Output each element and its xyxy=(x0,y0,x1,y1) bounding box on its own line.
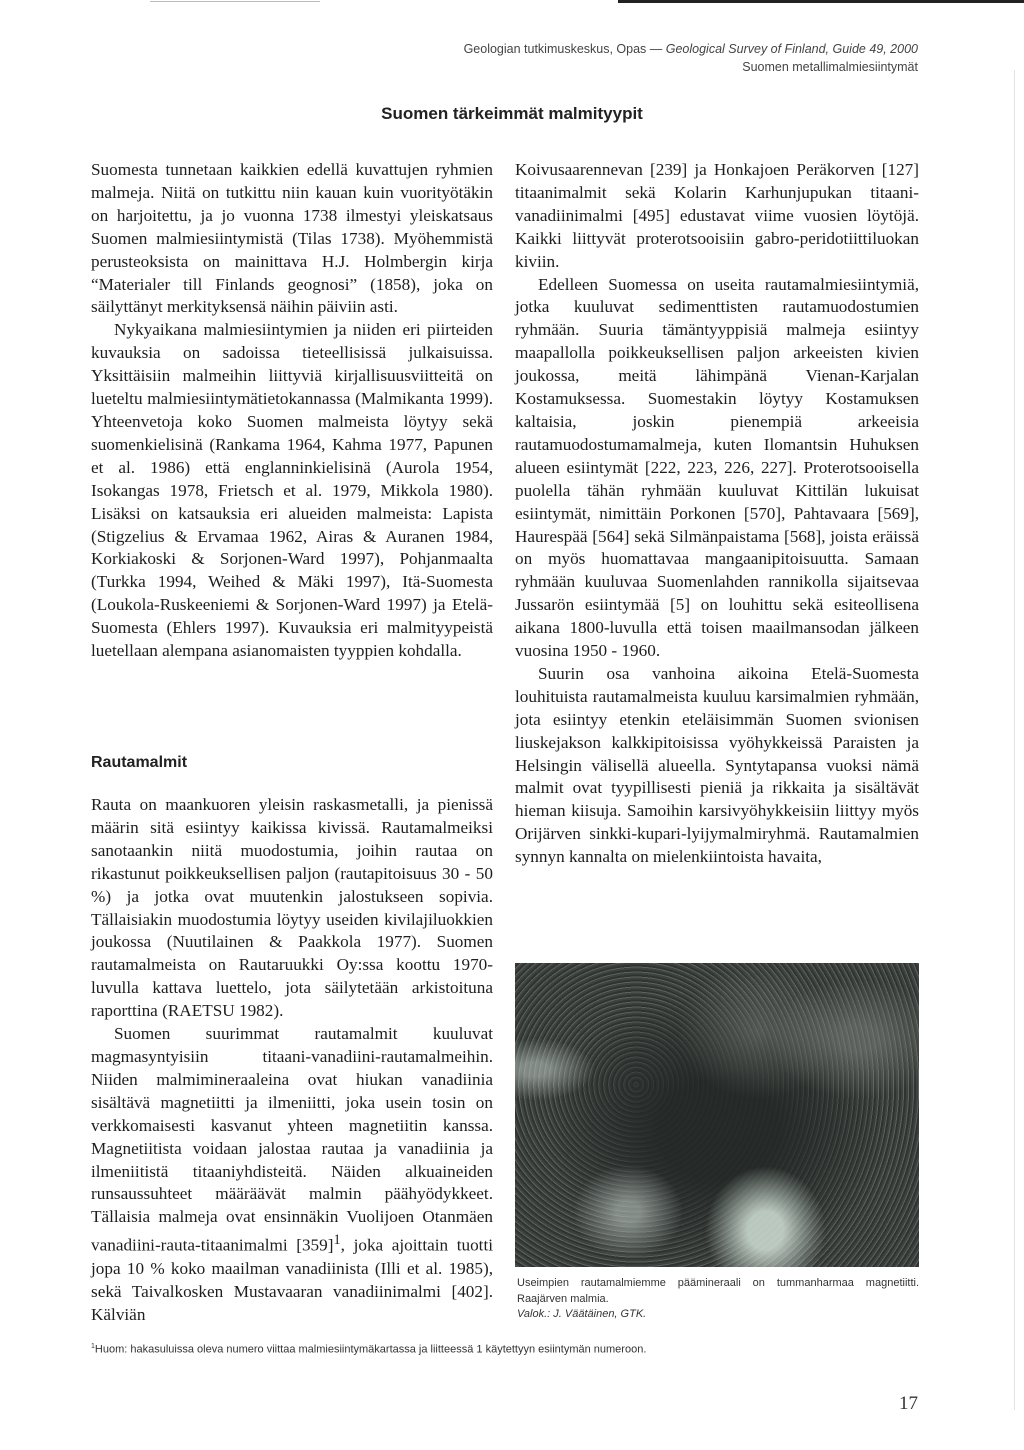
right-paragraph: Edelleen Suomessa on useita rautamalmiesiintymiä, jotka kuuluvat sedimenttisten rautamuodostumien ryhmään. Suuria tämäntyyppisiä malmeja esiintyy maapallolla poikkeuksellisen paljon arkeeisten kivien joukossa, meitä lähimpänä Vienan-Karjalan Kostamuksessa. Suomestakin löytyy Kostamuksen kaltaisia, joskin pienempiä arkeeisia rautamuodostumamalmeja, kuten Ilomantsin Huhuksen alueen esiintymät [222, 223, 226, 227]. Proterotsooisella puolella tähän ryhmään kuuluvat Kittilän lukuisat esiintymät, nimittäin Porkonen [570], Pahtavaara [569], Haurespää [564] sekä Silmänpaistama [568], joista eräissä on myös huomattavaa mangaanipitoisuutta. Samaan ryhmään kuuluvaa Suomenlahden rannikolla sijaitsevaa Jussarön esiintymää [5] on louhittu sekä esiteollisena aikana 1800-luvulla että toisen maailmansodan jälkeen vuosina 1950 - 1960. xyxy=(515,274,919,661)
top-rule-left xyxy=(150,1,320,2)
section-paragraph-end: , joka ajoittain tuotti jopa 10 % koko maailman vanadiinista (Illi et al. 1985), sekä Taivalkosken Mustavaaran vanadiinimalmi [402]. Kälviän xyxy=(91,1235,494,1324)
footnote xyxy=(91,1343,921,1356)
top-rule xyxy=(0,0,1024,3)
intro-paragraph: Suomesta tunnetaan kaikkien edellä kuvattujen ryhmien malmeja. Niitä on tutkittu niin kauan kuin vuorityötäkin on harjoitettu, ja jo vuonna 1738 ilmestyi yleiskatsaus Suomen malmiesiintymistä (Tilas 1738). Myöhemmistä perusteoksista on mainittava H.J. Holmbergin kirja “Materialer till Finlands geognosi” (1858), joka on säilyttänyt merkityksensä näihin päiviin asti. xyxy=(91,160,493,317)
left-column-intro xyxy=(91,159,493,663)
photo-caption xyxy=(517,1276,919,1323)
photo-credit: Valok.: J. Väätäinen, GTK. xyxy=(517,1308,647,1320)
page-number: 17 xyxy=(899,1393,918,1414)
left-column-section xyxy=(91,794,493,1327)
section-paragraph-start: Suomen suurimmat rautamalmit kuuluvat magmasyntyisiin titaani-vanadiini-rautamalmeihin. Niiden malmimineraaleina ovat hiukan vanadiinia sisältävä magnetiitti ja ilmeniitti, joka usein tosin on verkkomaisesti kasvanut yhteen magnetiitin kanssa. Magnetiitista voidaan jalostaa rautaa ja vanadiinia ja ilmeniitistä titaaniyhdisteitä. Näiden alkuaineiden runsaussuhteet määräävät malmin päähyödykkeet. Tällaisia malmeja ovat ensinnäkin Vuolijoen Otanmäen vanadiini-rauta-titaanimalmi [359] xyxy=(91,1024,493,1255)
header-series: Geological Survey of Finland, Guide 49, 2000 xyxy=(665,42,918,56)
header-publisher: Geologian tutkimuskeskus, Opas — xyxy=(463,42,666,56)
right-paragraph: Suurin osa vanhoina aikoina Etelä-Suomesta louhituista rautamalmeista kuuluu karsimalmien ryhmään, jota esiintyy etenkin eteläisimmän Suomen svionisen liuskejakson kalkkipitoisissa vyöhykkeissä Paraisten ja Helsingin välisellä alueella. Syntytapansa vuoksi nämä malmit ovat tyypillisesti pieniä ja rikkaita ja sisältävät hieman kiisuja. Samoihin karsivyöhykkeisiin liittyy myös Orijärven sinkki-kupari-lyijymalmiryhmä. Rautamalmien synnyn kannalta on mielenkiintoista havaita, xyxy=(515,663,919,867)
side-rule xyxy=(1014,70,1015,1410)
header-line-1 xyxy=(464,40,918,58)
section-heading: Rautamalmit xyxy=(91,754,188,771)
top-rule-right xyxy=(618,0,1024,3)
footnote-reference: 1 xyxy=(333,1232,341,1249)
section-paragraph xyxy=(91,1023,493,1327)
magnetite-photo xyxy=(515,963,919,1267)
running-header xyxy=(464,40,918,76)
section-paragraph: Rauta on maankuoren yleisin raskasmetalli, ja pienissä määrin sitä esiintyy kaikissa kivissä. Rautamalmeiksi sanotaankin niitä muodostumia, joihin rautaa on rikastunut poikkeuksellisen paljon (rautapitoisuus 30 - 50 %) ja jotka ovat muutenkin jalostukseen sopivia. Tällaisiakin muodostumia löytyy useiden kivilajiluokkien joukossa (Nuutilainen & Paakkola 1977). Suomen rautamalmeista on Rautaruukki Oy:ssa koottu 1970-luvulla kattava luettelo, jota säilytetään arkistoituna raporttina (RAETSU 1982). xyxy=(91,795,493,1021)
caption-text: Useimpien rautamalmiemme päämineraali on tummanharmaa magnetiitti. Raajärven malmia. xyxy=(517,1277,919,1305)
header-line-2: Suomen metallimalmiesiintymät xyxy=(742,60,918,74)
page-title: Suomen tärkeimmät malmityypit xyxy=(381,104,643,123)
intro-paragraph: Nykyaikana malmiesiintymien ja niiden eri piirteiden kuvauksia on sadoissa tieteellisissä julkaisuissa. Yksittäisiin malmeihin liittyviä kirjallisuusviitteitä on lueteltu malmiesiintymätietokannassa (Malmikanta 1999). Yhteenvetoja koko Suomen malmeista löytyy sekä suomenkielisinä (Rankama 1964, Kahma 1977, Papunen et al. 1986) että englanninkielisinä (Aurola 1954, Isokangas 1978, Frietsch et al. 1979, Mikkola 1980). Lisäksi on katsauksia eri alueiden malmeista: Lapista (Stigzelius & Ervamaa 1962, Airas & Auranen 1984, Korkiakoski & Sorjonen-Ward 1997), Pohjanmaalta (Turkka 1994, Weihed & Mäki 1997), Itä-Suomesta (Loukola-Ruskeeniemi & Sorjonen-Ward 1997) ja Etelä-Suomesta (Ehlers 1997). Kuvauksia eri malmityypeistä luetellaan alempana asianomaisten tyyppien kohdalla. xyxy=(91,320,493,661)
right-column xyxy=(515,159,919,869)
photo-sheen xyxy=(677,963,839,1100)
footnote-mark: 1 xyxy=(91,1343,95,1350)
right-paragraph: Koivusaarennevan [239] ja Honkajoen Peräkorven [127] titaanimalmit sekä Kolarin Karhunjupukan titaani-vanadiinimalmi [495] edustavat viime vuosien löytöjä. Kaikki liittyvät proterotsooisiin gabro-peridotiittiluokan kiviin. xyxy=(515,160,919,271)
footnote-text: Huom: hakasuluissa oleva numero viittaa malmiesiintymäkartassa ja liitteessä 1 käytettyyn esiintymän numeroon. xyxy=(94,1343,647,1356)
